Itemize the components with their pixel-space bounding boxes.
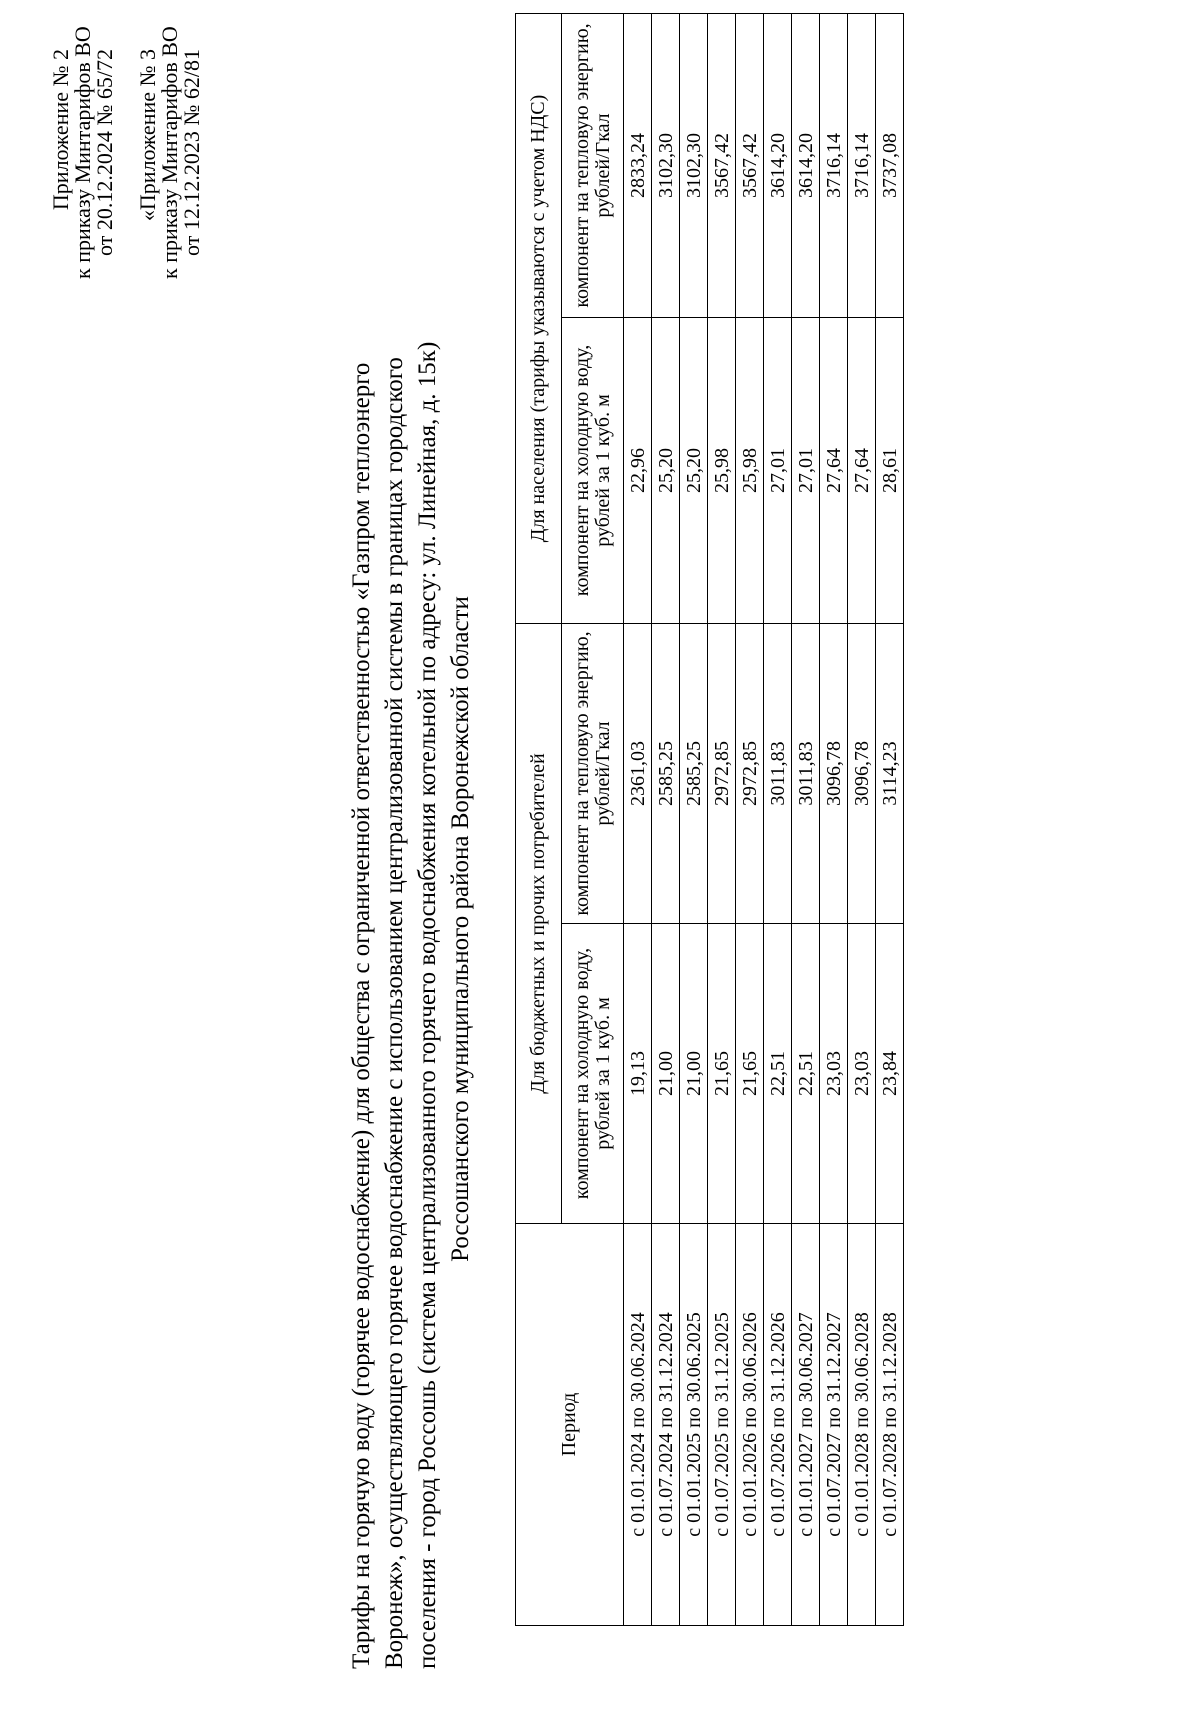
budget-cold-water-cell: 23,84 — [876, 924, 904, 1224]
appendix-current — [48, 26, 117, 279]
budget-heat-energy-cell: 3011,83 — [792, 623, 820, 923]
appendix-previous-date: от 12.12.2023 № 62/81 — [179, 49, 204, 256]
budget-heat-energy-cell: 3011,83 — [764, 623, 792, 923]
table-row — [876, 13, 904, 1625]
budget-cold-water-cell: 23,03 — [820, 924, 848, 1224]
budget-heat-energy-cell: 2972,85 — [708, 623, 736, 923]
title-line: Тарифы на горячую воду (горячее водоснабжение) для общества с ограниченной ответственностью «Газпром теплоэнерго — [348, 362, 375, 1669]
table-row — [680, 13, 708, 1625]
budget-cold-water-cell: 19,13 — [624, 924, 652, 1224]
population-cold-water-cell: 27,01 — [792, 317, 820, 623]
appendix-previous — [135, 26, 204, 279]
appendix-headers — [48, 26, 204, 279]
budget-cold-water-cell: 21,00 — [680, 924, 708, 1224]
budget-heat-energy-cell: 3096,78 — [820, 623, 848, 923]
appendix-previous-order: к приказу Минтарифов ВО — [157, 26, 182, 279]
table-row — [708, 13, 736, 1625]
budget-cold-water-cell: 22,51 — [792, 924, 820, 1224]
population-cold-water-cell: 27,64 — [848, 317, 876, 623]
budget-cold-water-cell: 21,00 — [652, 924, 680, 1224]
population-cold-water-cell: 28,61 — [876, 317, 904, 623]
period-cell: с 01.07.2025 по 31.12.2025 — [708, 1224, 736, 1626]
population-heat-energy-cell: 3716,14 — [820, 13, 848, 317]
period-cell: с 01.07.2028 по 31.12.2028 — [876, 1224, 904, 1626]
table-row — [764, 13, 792, 1625]
population-cold-water-header: компонент на холодную воду, рублей за 1 куб. м — [562, 317, 624, 623]
population-cold-water-cell: 22,96 — [624, 317, 652, 623]
population-heat-energy-cell: 3716,14 — [848, 13, 876, 317]
population-heat-energy-cell: 3567,42 — [708, 13, 736, 317]
population-heat-energy-cell: 3102,30 — [652, 13, 680, 317]
population-cold-water-cell: 25,20 — [680, 317, 708, 623]
appendix-current-date: от 20.12.2024 № 65/72 — [92, 49, 117, 256]
period-cell: с 01.01.2024 по 30.06.2024 — [624, 1224, 652, 1626]
population-heat-energy-cell: 3614,20 — [792, 13, 820, 317]
budget-cold-water-cell: 22,51 — [764, 924, 792, 1224]
period-cell: с 01.01.2025 по 30.06.2025 — [680, 1224, 708, 1626]
appendix-current-order: к приказу Минтарифов ВО — [70, 26, 95, 279]
period-cell: с 01.01.2026 по 30.06.2026 — [736, 1224, 764, 1626]
budget-heat-energy-cell: 2972,85 — [736, 623, 764, 923]
table-row — [792, 13, 820, 1625]
budget-heat-energy-header: компонент на тепловую энергию, рублей/Гкал — [562, 623, 624, 923]
budget-cold-water-cell: 23,03 — [848, 924, 876, 1224]
title-line: Воронеж», осуществляющего горячее водоснабжение с использованием централизованной системы в границах городского — [381, 357, 408, 1669]
document-title — [345, 189, 477, 1669]
population-cold-water-cell: 25,98 — [708, 317, 736, 623]
population-heat-energy-header: компонент на тепловую энергию, рублей/Гкал — [562, 13, 624, 317]
population-heat-energy-cell: 3567,42 — [736, 13, 764, 317]
budget-cold-water-cell: 21,65 — [708, 924, 736, 1224]
table-row — [820, 13, 848, 1625]
population-heat-energy-cell: 3614,20 — [764, 13, 792, 317]
budget-heat-energy-cell: 2361,03 — [624, 623, 652, 923]
table-row — [736, 13, 764, 1625]
population-heat-energy-cell: 2833,24 — [624, 13, 652, 317]
period-cell: с 01.07.2027 по 31.12.2027 — [820, 1224, 848, 1626]
budget-consumers-header: Для бюджетных и прочих потребителей — [516, 623, 562, 1223]
table-row — [652, 13, 680, 1625]
period-cell: с 01.07.2026 по 31.12.2026 — [764, 1224, 792, 1626]
budget-cold-water-header: компонент на холодную воду, рублей за 1 куб. м — [562, 924, 624, 1224]
population-cold-water-cell: 25,20 — [652, 317, 680, 623]
tariff-table — [515, 13, 904, 1626]
population-cold-water-cell: 27,01 — [764, 317, 792, 623]
budget-heat-energy-cell: 3114,23 — [876, 623, 904, 923]
population-cold-water-cell: 25,98 — [736, 317, 764, 623]
period-cell: с 01.07.2024 по 31.12.2024 — [652, 1224, 680, 1626]
budget-heat-energy-cell: 3096,78 — [848, 623, 876, 923]
budget-heat-energy-cell: 2585,25 — [680, 623, 708, 923]
title-line: поселения - город Россошь (система централизованного горячего водоснабжения котельной по адресу: ул. Линейная, д. 15к) — [414, 341, 441, 1669]
title-line: Россошанского муниципального района Воронежской области — [447, 596, 474, 1262]
budget-heat-energy-cell: 2585,25 — [652, 623, 680, 923]
period-cell: с 01.01.2027 по 30.06.2027 — [792, 1224, 820, 1626]
appendix-current-number: Приложение № 2 — [48, 49, 73, 211]
budget-cold-water-cell: 21,65 — [736, 924, 764, 1224]
appendix-previous-number: «Приложение № 3 — [135, 49, 160, 222]
table-row — [848, 13, 876, 1625]
population-header: Для населения (тарифы указываются с учетом НДС) — [516, 13, 562, 623]
population-cold-water-cell: 27,64 — [820, 317, 848, 623]
table-row — [624, 13, 652, 1625]
period-cell: с 01.01.2028 по 30.06.2028 — [848, 1224, 876, 1626]
period-header: Период — [516, 1224, 624, 1626]
population-heat-energy-cell: 3737,08 — [876, 13, 904, 317]
population-heat-energy-cell: 3102,30 — [680, 13, 708, 317]
tariff-table-body — [624, 13, 904, 1625]
